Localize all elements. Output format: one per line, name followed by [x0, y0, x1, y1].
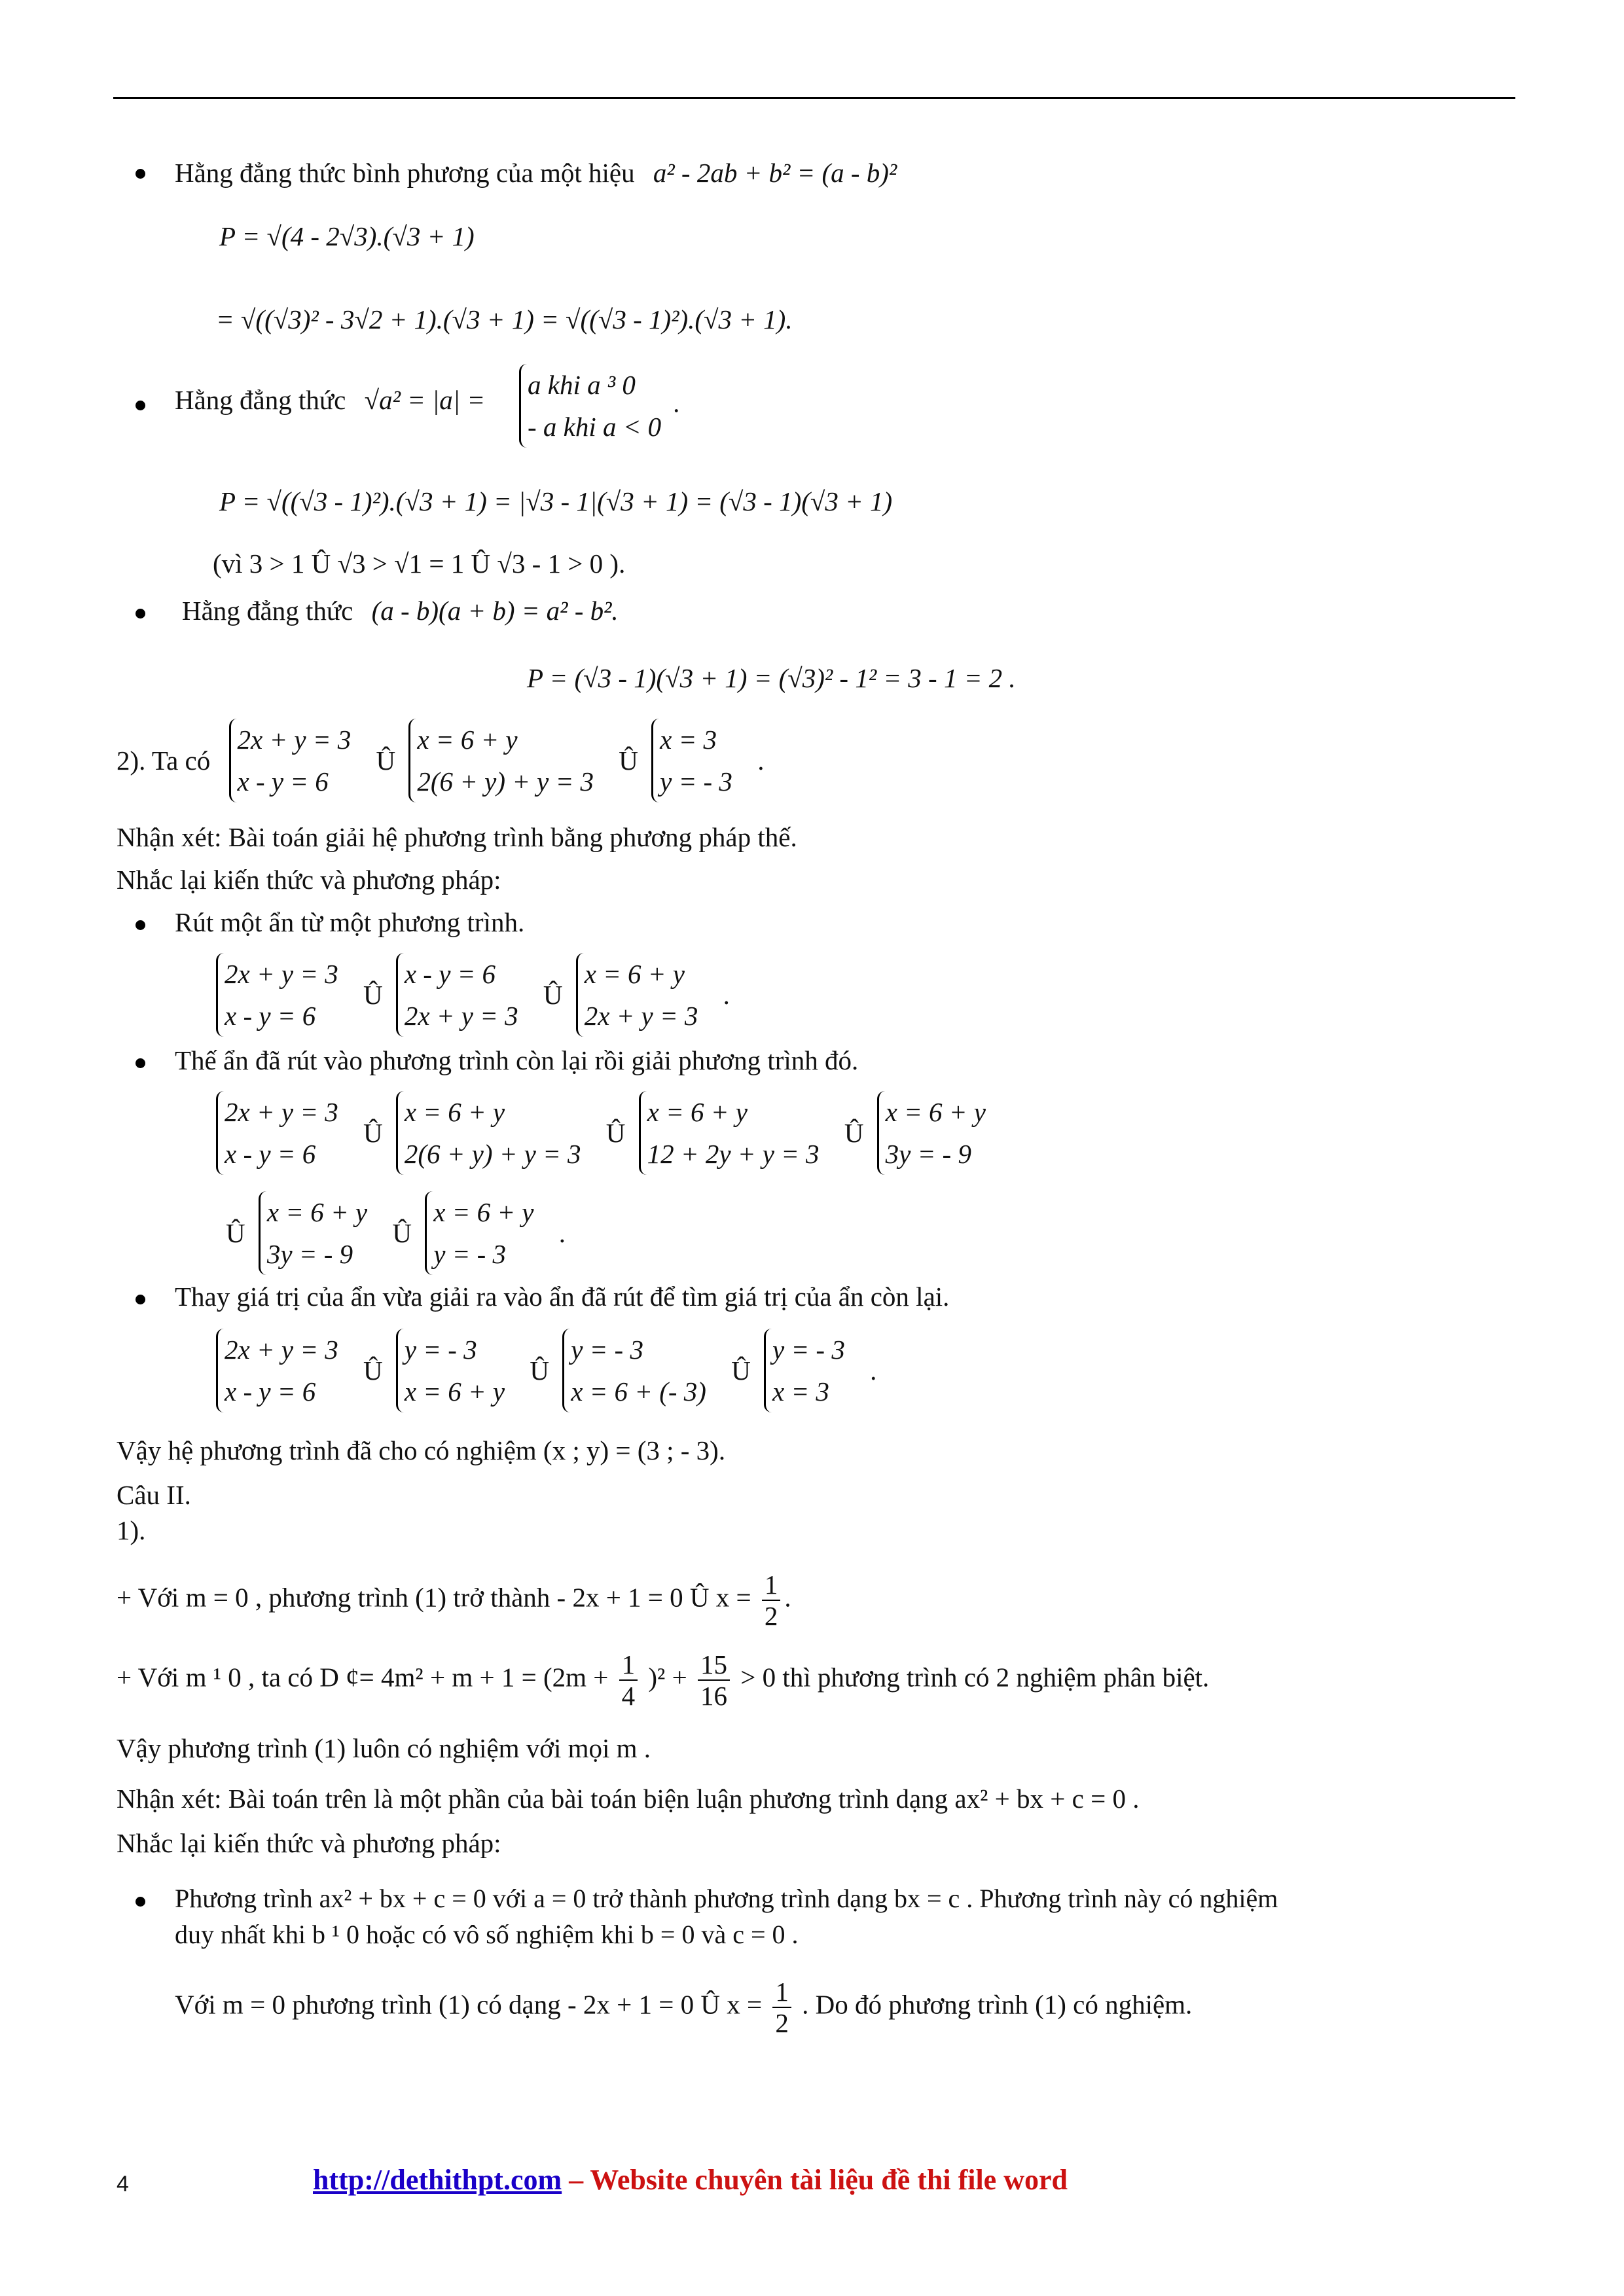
equivalence: Û [226, 1218, 245, 1248]
punctuation: . [723, 980, 730, 1010]
brace-system: 2x + y = 3 x - y = 6 [229, 719, 352, 802]
bullet-line: Phương trình ax² + bx + c = 0 với a = 0 trở thành phương trình dạng bx = c . Phương trình này có nghiệm [175, 1884, 1278, 1913]
website-link[interactable]: http://dethithpt.com [313, 2164, 562, 2196]
case-line: + Với m = 0 , phương trình (1) trở thành - 2x + 1 = 0 Û x = $\frac{1}{2}$ . [117, 1570, 791, 1631]
equivalence: Û [363, 1355, 383, 1386]
brace-system: x = 6 + y 3y = - 9 [877, 1091, 986, 1175]
equivalence: Û [844, 1118, 864, 1148]
equivalence: Û [605, 1118, 626, 1148]
bullet-line [175, 156, 897, 190]
formula-line: P = √(4 - 2√3).(√3 + 1) [219, 221, 475, 251]
equivalence: Û [619, 745, 638, 776]
bullet [135, 1897, 145, 1907]
bullet-line: Rút một ẩn từ một phương trình. [175, 907, 525, 937]
bullet-line: duy nhất khi b ¹ 0 hoặc có vô số nghiệm khi b = 0 và c = 0 . [175, 1920, 799, 1949]
system-chain [216, 953, 736, 1037]
bullet-line: Với m = 0 phương trình (1) có dạng - 2x + 1 = 0 Û x = $\frac{1}{2}$ . Do đó phương trình (1) có nghiệm. [175, 1977, 1193, 2038]
text: Hằng đẳng thức bình phương của một hiệu [175, 158, 635, 188]
bullet [135, 1058, 145, 1068]
equivalence: Û [363, 980, 383, 1010]
brace-system: y = - 3 x = 3 [764, 1329, 845, 1412]
formula: √a² = |a| = [364, 385, 485, 415]
equivalence: Û [392, 1218, 412, 1248]
section-heading: Câu II. [117, 1480, 191, 1510]
brace-system: x - y = 6 2x + y = 3 [396, 953, 518, 1037]
brace-system: 2x + y = 3 x - y = 6 [216, 953, 338, 1037]
fraction: $\frac{15}{16}$ [698, 1649, 730, 1711]
brace-system: x = 6 + y 2x + y = 3 [576, 953, 698, 1037]
bullet [135, 169, 145, 179]
label: 2). Ta có [117, 745, 211, 776]
bullet-line [182, 594, 619, 628]
fraction: $\frac{1}{2}$ [762, 1570, 781, 1631]
bullet-line [175, 383, 485, 417]
piecewise-definition [519, 364, 679, 448]
recall-heading: Nhắc lại kiến thức và phương pháp: [117, 865, 501, 895]
bullet-line: Thế ẩn đã rút vào phương trình còn lại rồi giải phương trình đó. [175, 1045, 859, 1075]
brace-system: x = 6 + y 2(6 + y) + y = 3 [408, 719, 594, 802]
remark: Nhận xét: Bài toán trên là một phần của bài toán biện luận phương trình dạng ax² + bx + c = 0 . [117, 1784, 1140, 1814]
bullet-line: Thay giá trị của ẩn vừa giải ra vào ẩn đã rút để tìm giá trị của ẩn còn lại. [175, 1282, 950, 1312]
equivalence: Û [530, 1355, 549, 1386]
brace-system: x = 6 + y y = - 3 [425, 1191, 533, 1275]
conclusion: Vậy hệ phương trình đã cho có nghiệm (x ; y) = (3 ; - 3). [117, 1435, 726, 1465]
equivalence: Û [363, 1118, 383, 1148]
bullet [135, 920, 145, 930]
bullet [135, 609, 145, 619]
case: a khi a ³ 0 [528, 370, 636, 400]
brace-system: y = - 3 x = 6 + (- 3) [562, 1329, 706, 1412]
brace-system: x = 3 y = - 3 [651, 719, 732, 802]
formula: (a - b)(a + b) = a² - b². [371, 596, 619, 626]
formula-line: = √((√3)² - 3√2 + 1).(√3 + 1) = √((√3 - 1)²).(√3 + 1). [216, 304, 793, 334]
formula-line: P = (√3 - 1)(√3 + 1) = (√3)² - 1² = 3 - 1 = 2 . [527, 663, 1016, 693]
equivalence: Û [543, 980, 563, 1010]
brace-system: x = 6 + y 12 + 2y + y = 3 [639, 1091, 820, 1175]
text: Hằng đẳng thức [182, 596, 353, 626]
formula-line: P = √((√3 - 1)²).(√3 + 1) = |√3 - 1|(√3 + 1) = (√3 - 1)(√3 + 1) [219, 486, 893, 516]
remark: Nhận xét: Bài toán giải hệ phương trình bằng phương pháp thế. [117, 822, 797, 852]
brace-system: 2x + y = 3 x - y = 6 [216, 1091, 338, 1175]
punctuation: . [558, 1218, 566, 1248]
brace-system: y = - 3 x = 6 + y [396, 1329, 505, 1412]
brace-system: x = 6 + y 2(6 + y) + y = 3 [396, 1091, 581, 1175]
header-rule [113, 97, 1515, 99]
page-number: 4 [117, 2172, 129, 2197]
punctuation: . [870, 1355, 877, 1386]
formula-line: (vì 3 > 1 Û √3 > √1 = 1 Û √3 - 1 > 0 ). [213, 548, 626, 579]
formula: a² - 2ab + b² = (a - b)² [653, 158, 897, 188]
footer-text: – Website chuyên tài liệu đề thi file word [562, 2164, 1068, 2196]
conclusion: Vậy phương trình (1) luôn có nghiệm với mọi m . [117, 1733, 651, 1763]
system-chain [216, 1091, 998, 1175]
recall-heading: Nhắc lại kiến thức và phương pháp: [117, 1828, 501, 1858]
equivalence: Û [376, 745, 396, 776]
bullet [135, 401, 145, 410]
brace-system: 2x + y = 3 x - y = 6 [216, 1329, 338, 1412]
fraction: $\frac{1}{2}$ [772, 1977, 791, 2038]
case: - a khi a < 0 [528, 412, 662, 442]
system-chain [219, 1191, 572, 1275]
text: Hằng đẳng thức [175, 385, 346, 415]
case-line: + Với m ¹ 0 , ta có D ¢= 4m² + m + 1 = (2m + $\frac{1}{4}$ )² + $\frac{15}{16}$ > 0 thì phương trình có 2 nghiệm phân biệt. [117, 1649, 1210, 1711]
system-chain [216, 1329, 883, 1412]
brace-system: x = 6 + y 3y = - 9 [259, 1191, 367, 1275]
equivalence: Û [731, 1355, 751, 1386]
punctuation: . [673, 387, 680, 418]
question-number: 1). [117, 1515, 146, 1545]
footer [313, 2163, 1068, 2197]
bullet [135, 1295, 145, 1304]
punctuation: . [757, 745, 765, 776]
fraction: $\frac{1}{4}$ [619, 1649, 638, 1711]
system-chain [117, 719, 770, 802]
brace-system [519, 364, 661, 448]
